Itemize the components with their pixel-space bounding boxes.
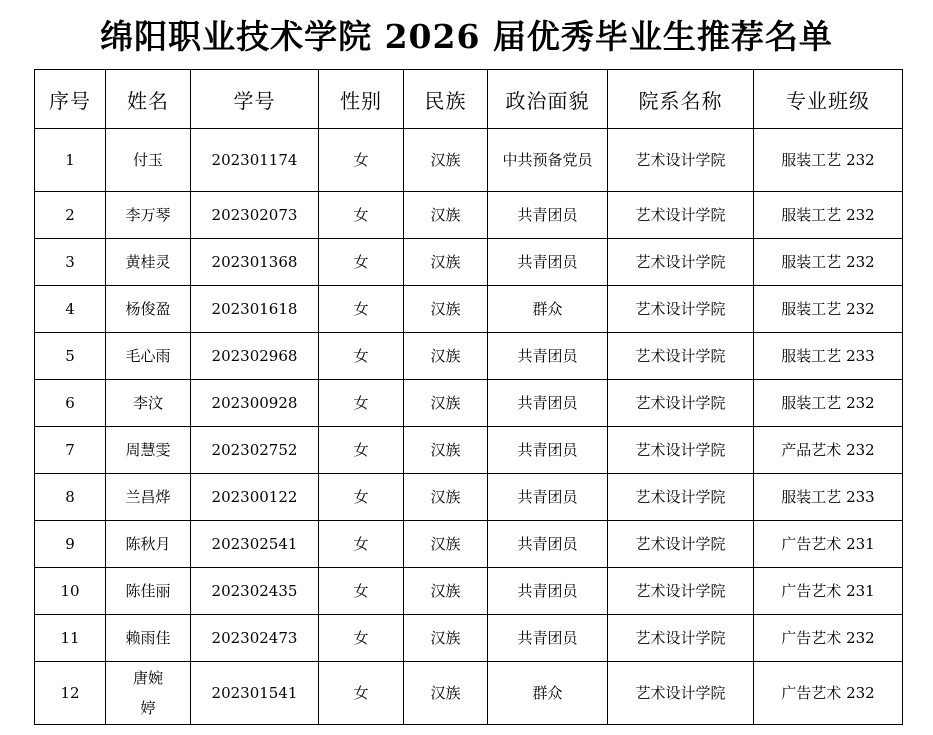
cell-department: 艺术设计学院: [608, 129, 754, 192]
graduate-roster-table: [34, 69, 903, 725]
cell-gender: 女: [319, 129, 404, 192]
header-name: 姓名: [106, 70, 191, 129]
cell-student-id: 202301368: [191, 239, 319, 286]
cell-gender: 女: [319, 474, 404, 521]
cell-ethnicity: 汉族: [404, 474, 488, 521]
cell-ethnicity: 汉族: [404, 192, 488, 239]
cell-ethnicity: 汉族: [404, 427, 488, 474]
cell-ethnicity: 汉族: [404, 568, 488, 615]
cell-gender: 女: [319, 239, 404, 286]
cell-seq: 4: [35, 286, 106, 333]
cell-political-status: 共青团员: [488, 615, 608, 662]
cell-seq: 2: [35, 192, 106, 239]
cell-name: 李汶: [106, 380, 191, 427]
cell-name: 李万琴: [106, 192, 191, 239]
cell-political-status-text: 中共预备党员: [502, 151, 593, 169]
cell-ethnicity: 汉族: [404, 129, 488, 192]
cell-seq: 1: [35, 129, 106, 192]
cell-name: 毛心雨: [106, 333, 191, 380]
cell-name: 陈秋月: [106, 521, 191, 568]
cell-seq: 10: [35, 568, 106, 615]
cell-department: 艺术设计学院: [608, 615, 754, 662]
cell-student-id: 202301541: [191, 662, 319, 725]
table-row: [35, 192, 903, 239]
cell-department: 艺术设计学院: [608, 239, 754, 286]
cell-gender: 女: [319, 380, 404, 427]
cell-student-id: 202302968: [191, 333, 319, 380]
cell-class: 服装工艺 232: [754, 239, 903, 286]
table-row: [35, 380, 903, 427]
cell-class: 服装工艺 233: [754, 474, 903, 521]
cell-political-status: 共青团员: [488, 380, 608, 427]
cell-department: 艺术设计学院: [608, 333, 754, 380]
cell-seq: 3: [35, 239, 106, 286]
cell-department: 艺术设计学院: [608, 192, 754, 239]
cell-student-id: 202301618: [191, 286, 319, 333]
cell-ethnicity: 汉族: [404, 286, 488, 333]
cell-gender: 女: [319, 192, 404, 239]
cell-student-id: 202302435: [191, 568, 319, 615]
cell-seq: 8: [35, 474, 106, 521]
cell-seq: 6: [35, 380, 106, 427]
cell-student-id: 202301174: [191, 129, 319, 192]
table-row: [35, 427, 903, 474]
cell-name: 赖雨佳: [106, 615, 191, 662]
cell-name: 陈佳丽: [106, 568, 191, 615]
cell-political-status: 共青团员: [488, 474, 608, 521]
table-row: [35, 333, 903, 380]
cell-student-id: 202302473: [191, 615, 319, 662]
cell-ethnicity: 汉族: [404, 239, 488, 286]
header-ethnicity: 民族: [404, 70, 488, 129]
cell-class: 服装工艺 232: [754, 286, 903, 333]
cell-ethnicity: 汉族: [404, 615, 488, 662]
table-row: [35, 521, 903, 568]
table-row: [35, 615, 903, 662]
header-political-status: 政治面貌: [488, 70, 608, 129]
cell-name: [106, 662, 191, 725]
cell-class: 广告艺术 231: [754, 568, 903, 615]
cell-class: 服装工艺 232: [754, 129, 903, 192]
cell-gender: 女: [319, 662, 404, 725]
header-department: 院系名称: [608, 70, 754, 129]
cell-student-id: 202302752: [191, 427, 319, 474]
cell-department: 艺术设计学院: [608, 380, 754, 427]
cell-ethnicity: 汉族: [404, 662, 488, 725]
cell-political-status: [488, 129, 608, 192]
cell-gender: 女: [319, 521, 404, 568]
cell-class: 服装工艺 232: [754, 380, 903, 427]
cell-department: 艺术设计学院: [608, 662, 754, 725]
cell-name: 杨俊盈: [106, 286, 191, 333]
table-row: [35, 568, 903, 615]
cell-class: 产品艺术 232: [754, 427, 903, 474]
cell-political-status: 共青团员: [488, 427, 608, 474]
table-row: [35, 239, 903, 286]
cell-class: 服装工艺 233: [754, 333, 903, 380]
cell-political-status: 群众: [488, 286, 608, 333]
cell-class: 广告艺术 232: [754, 662, 903, 725]
cell-student-id: 202300928: [191, 380, 319, 427]
cell-seq: 11: [35, 615, 106, 662]
table-row: [35, 474, 903, 521]
cell-gender: 女: [319, 427, 404, 474]
header-seq: 序号: [35, 70, 106, 129]
cell-department: 艺术设计学院: [608, 521, 754, 568]
cell-department: 艺术设计学院: [608, 286, 754, 333]
cell-department: 艺术设计学院: [608, 427, 754, 474]
header-student-id: 学号: [191, 70, 319, 129]
cell-student-id: 202300122: [191, 474, 319, 521]
header-gender: 性别: [319, 70, 404, 129]
cell-seq: 5: [35, 333, 106, 380]
cell-name: 黄桂灵: [106, 239, 191, 286]
cell-political-status: 共青团员: [488, 192, 608, 239]
cell-political-status: 共青团员: [488, 568, 608, 615]
cell-gender: 女: [319, 568, 404, 615]
cell-political-status: 共青团员: [488, 333, 608, 380]
table-row: [35, 129, 903, 192]
table-row: [35, 286, 903, 333]
cell-seq: 7: [35, 427, 106, 474]
cell-seq: 12: [35, 662, 106, 725]
table-row: [35, 662, 903, 725]
cell-name: 兰昌烨: [106, 474, 191, 521]
cell-gender: 女: [319, 333, 404, 380]
cell-political-status: 共青团员: [488, 521, 608, 568]
cell-department: 艺术设计学院: [608, 568, 754, 615]
cell-name: 周慧雯: [106, 427, 191, 474]
cell-name-text: 唐婉婷: [132, 669, 163, 717]
cell-ethnicity: 汉族: [404, 333, 488, 380]
page-title: 绵阳职业技术学院 2026 届优秀毕业生推荐名单: [100, 17, 833, 56]
cell-political-status: 群众: [488, 662, 608, 725]
cell-name: 付玉: [106, 129, 191, 192]
cell-class: 服装工艺 232: [754, 192, 903, 239]
cell-ethnicity: 汉族: [404, 380, 488, 427]
cell-department: 艺术设计学院: [608, 474, 754, 521]
cell-seq: 9: [35, 521, 106, 568]
cell-gender: 女: [319, 615, 404, 662]
cell-gender: 女: [319, 286, 404, 333]
cell-class: 广告艺术 231: [754, 521, 903, 568]
cell-class: 广告艺术 232: [754, 615, 903, 662]
cell-student-id: 202302073: [191, 192, 319, 239]
header-row: [35, 70, 903, 129]
cell-ethnicity: 汉族: [404, 521, 488, 568]
cell-student-id: 202302541: [191, 521, 319, 568]
cell-political-status: 共青团员: [488, 239, 608, 286]
header-class: 专业班级: [754, 70, 903, 129]
